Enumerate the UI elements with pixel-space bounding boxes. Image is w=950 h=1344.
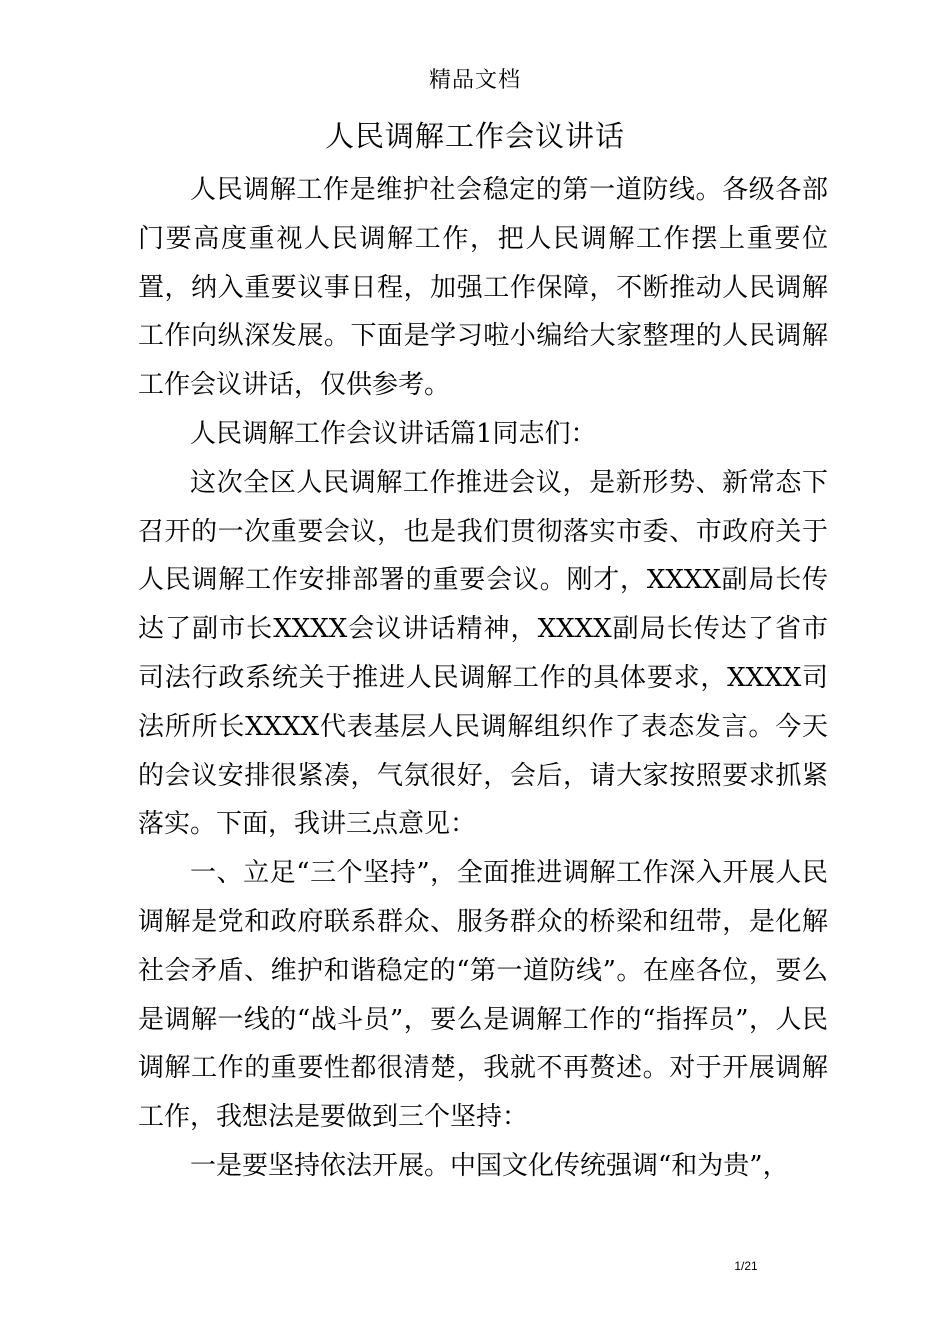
paragraph-meeting-summary: 这次全区人民调解工作推进会议，是新形势、新常态下召开的一次重要会议，也是我们贯彻落实市委、市政府关于人民调解工作安排部署的重要会议。刚才，XXXX副局长传达了副市长XXXX会议讲话精神，XXXX副局长传达了省市司法行政系统关于推进人民调解工作的具体要求，XXXX司法所所长XXXX代表基层人民调解组织作了表态发言。今天的会议安排很紧凑，气氛很好，会后，请大家按照要求抓紧落实。下面，我讲三点意见：	[138, 467, 828, 840]
document-body	[138, 166, 828, 1191]
paragraph-speech-heading: 人民调解工作会议讲话篇1同志们：	[190, 418, 597, 449]
document-title: 人民调解工作会议讲话	[324, 119, 625, 153]
paragraph-point-one: 一是要坚持依法开展。中国文化传统强调“和为贵”，	[190, 1150, 789, 1181]
page-number: 1/21	[734, 1259, 758, 1273]
paragraph-section-one: 一、立足“三个坚持”，全面推进调解工作深入开展人民调解是党和政府联系群众、服务群众的桥梁和纽带，是化解社会矛盾、维护和谐稳定的“第一道防线”。在座各位，要么是调解一线的“战斗员”，要么是调解工作的“指挥员”，人民调解工作的重要性都很清楚，我就不再赘述。对于开展调解工作，我想法是要做到三个坚持：	[138, 858, 828, 1133]
page-header: 精品文档	[428, 68, 521, 93]
paragraph-intro: 人民调解工作是维护社会稳定的第一道防线。各级各部门要高度重视人民调解工作，把人民调解工作摆上重要位置，纳入重要议事日程，加强工作保障，不断推动人民调解工作向纵深发展。下面是学习啦小编给大家整理的人民调解工作会议讲话，仅供参考。	[138, 175, 828, 401]
